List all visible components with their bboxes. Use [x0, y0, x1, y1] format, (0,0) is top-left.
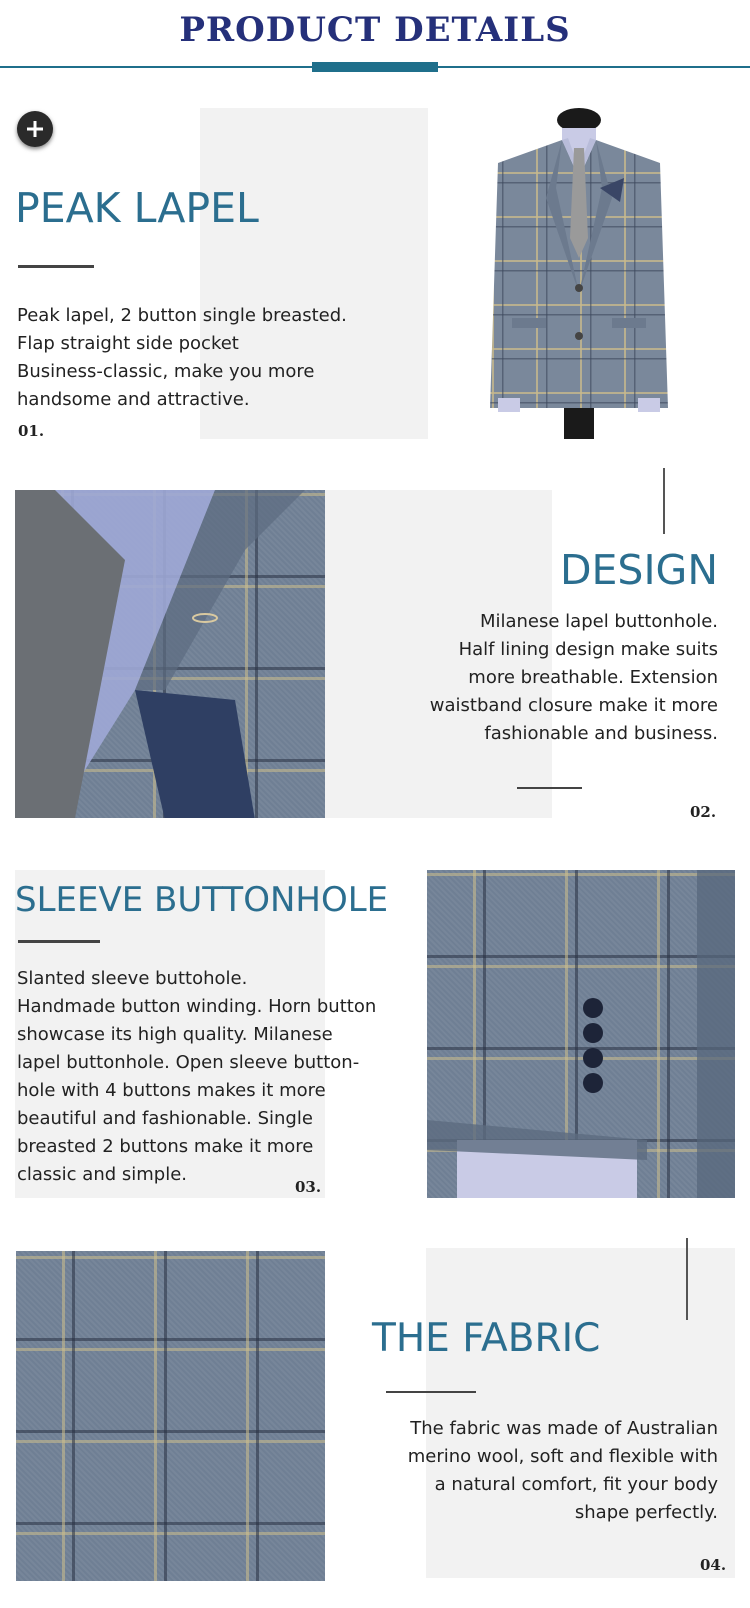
text-line: showcase its high quality. Milanese: [17, 1024, 333, 1045]
section-3-text: [17, 965, 397, 1189]
section-3-heading: SLEEVE BUTTONHOLE: [15, 880, 389, 920]
section-2-vertical-rule: [663, 468, 665, 534]
text-line: more breathable. Extension: [468, 667, 718, 688]
sleeve-buttons-image: [427, 870, 735, 1198]
text-line: Flap straight side pocket: [17, 333, 239, 354]
section-2-heading: DESIGN: [559, 546, 718, 594]
text-line: merino wool, soft and flexible with: [407, 1446, 718, 1467]
text-line: a natural comfort, fit your body: [434, 1474, 718, 1495]
section-2-number: 02.: [690, 803, 717, 821]
text-line: The fabric was made of Australian: [410, 1418, 718, 1439]
section-4-panel: [426, 1248, 735, 1578]
page-title: PRODUCT DETAILS: [179, 10, 571, 50]
section-2-rule: [517, 787, 582, 789]
plus-icon[interactable]: [17, 111, 53, 147]
header-accent-bar: [312, 62, 438, 72]
text-line: hole with 4 buttons makes it more: [17, 1080, 326, 1101]
text-line: Business-classic, make you more: [17, 361, 315, 382]
text-line: Handmade button winding. Horn button: [17, 996, 377, 1017]
section-1-text: [17, 302, 397, 414]
text-line: Peak lapel, 2 button single breasted.: [17, 305, 347, 326]
section-1-heading: PEAK LAPEL: [15, 184, 259, 232]
text-line: waistband closure make it more: [429, 695, 718, 716]
suit-jacket-image: [428, 108, 736, 439]
lapel-closeup-image: [15, 490, 325, 818]
section-1-rule: [18, 265, 94, 268]
text-line: breasted 2 buttons make it more: [17, 1136, 314, 1157]
section-2-text: [360, 608, 718, 748]
text-line: classic and simple.: [17, 1164, 188, 1185]
text-line: handsome and attractive.: [17, 389, 250, 410]
text-line: shape perfectly.: [574, 1502, 718, 1523]
section-4-vertical-rule: [686, 1238, 688, 1320]
section-3-rule: [18, 940, 100, 943]
section-4-text: [360, 1415, 718, 1527]
text-line: Slanted sleeve buttohole.: [17, 968, 248, 989]
section-1-number: 01.: [18, 422, 45, 440]
text-line: Half lining design make suits: [458, 639, 718, 660]
text-line: lapel buttonhole. Open sleeve button-: [17, 1052, 360, 1073]
fabric-swatch-image: [16, 1251, 325, 1581]
text-line: fashionable and business.: [484, 723, 718, 744]
text-line: beautiful and fashionable. Single: [17, 1108, 313, 1129]
section-3-number: 03.: [295, 1178, 322, 1196]
section-4-number: 04.: [700, 1556, 727, 1574]
text-line: Milanese lapel buttonhole.: [479, 611, 718, 632]
section-4-heading: THE FABRIC: [372, 1316, 601, 1361]
section-4-rule: [386, 1391, 476, 1393]
